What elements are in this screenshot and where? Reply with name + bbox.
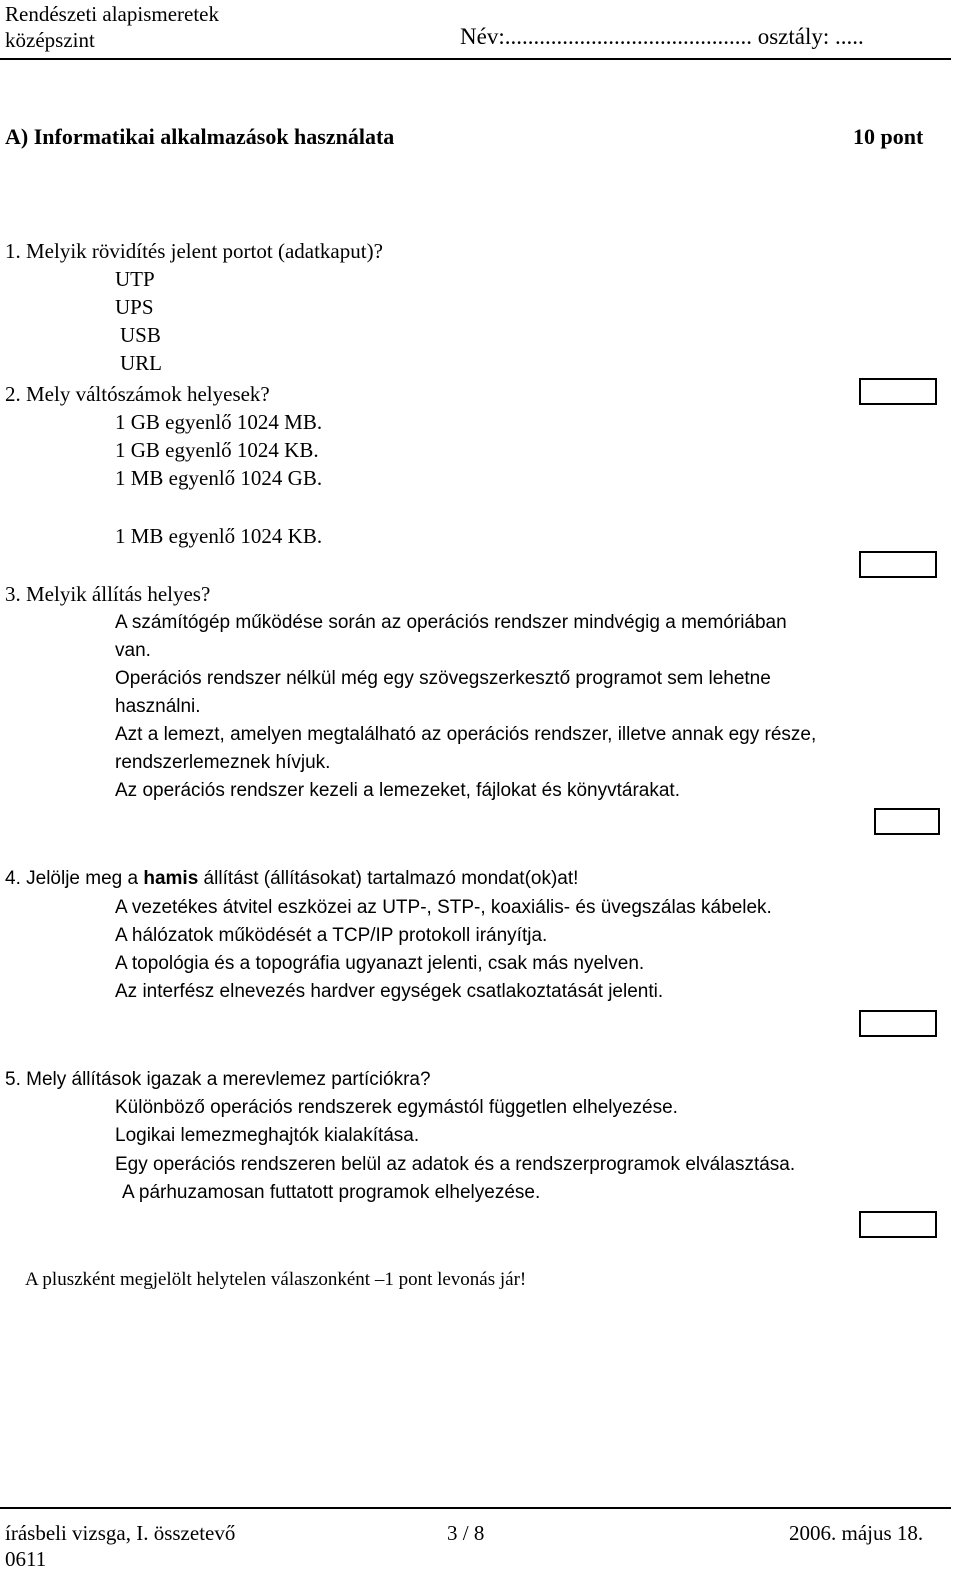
footer-code: 0611 [5,1547,47,1571]
q2-option: 1 GB egyenlő 1024 MB. [115,410,323,434]
q1-question: 1. Melyik rövidítés jelent portot (adatkaput)? [5,239,383,263]
q4-option: A vezetékes átvitel eszközei az UTP-, STP-, koaxiális- és üvegszálas kábelek. [115,897,772,918]
subject-level: középszint [5,28,95,52]
subject-title: Rendészeti alapismeretek [5,2,219,26]
q5-option: A párhuzamosan futtatott programok elhelyezése. [122,1182,541,1203]
q2-question: 2. Mely váltószámok helyesek? [5,382,270,406]
name-class-field: Név:........................................... osztály: ..... [460,24,864,49]
q3-option-line: Operációs rendszer nélkül még egy szövegszerkesztő programot sem lehetne [115,668,771,689]
q4-option: A hálózatok működését a TCP/IP protokoll irányítja. [115,925,548,946]
q4-question-post: állítást (állításokat) tartalmazó mondat(ok)at! [198,868,579,889]
q1-option: UPS [115,295,154,319]
q3-question: 3. Melyik állítás helyes? [5,582,211,606]
q4-option: A topológia és a topográfia ugyanazt jelenti, csak más nyelven. [115,953,645,974]
header-rule [0,58,951,60]
q2-option: 1 GB egyenlő 1024 KB. [115,438,319,462]
q3-option-line: Azt a lemezt, amelyen megtalálható az operációs rendszer, illetve annak egy része, [115,724,817,745]
q5-option: Egy operációs rendszeren belül az adatok és a rendszerprogramok elválasztása. [115,1154,796,1175]
q1-option: UTP [115,267,155,291]
q3-score-box[interactable] [874,808,940,835]
footer-page-number: 3 / 8 [447,1521,485,1545]
scoring-note: A pluszként megjelölt helytelen válaszonként –1 pont levonás jár! [25,1269,527,1290]
q4-option: Az interfész elnevezés hardver egységek csatlakoztatását jelenti. [115,981,664,1002]
q4-score-box[interactable] [859,1010,937,1037]
q1-option: URL [120,351,162,375]
q3-option-line: van. [115,640,151,661]
q4-question-pre: 4. Jelölje meg a [5,868,144,889]
footer-date: 2006. május 18. [789,1521,924,1545]
q3-option-line: A számítógép működése során az operációs rendszer mindvégig a memóriában [115,612,787,633]
q3-option-line: rendszerlemeznek hívjuk. [115,752,331,773]
q5-option: Logikai lemezmeghajtók kialakítása. [115,1125,420,1146]
q1-score-box[interactable] [859,378,937,405]
q3-option-line: használni. [115,696,201,717]
section-title: A) Informatikai alkalmazások használata [5,124,395,149]
footer-rule [0,1507,951,1509]
q1-option: USB [120,323,161,347]
q2-score-box[interactable] [859,551,937,578]
q5-question: 5. Mely állítások igazak a merevlemez partíciókra? [5,1069,431,1090]
q4-question-bold: hamis [143,868,199,889]
q3-option-line: Az operációs rendszer kezeli a lemezeket, fájlokat és könyvtárakat. [115,780,680,801]
q5-score-box[interactable] [859,1211,937,1238]
footer-exam-label: írásbeli vizsga, I. összetevő [5,1521,236,1545]
q2-option: 1 MB egyenlő 1024 GB. [115,466,323,490]
q4-question [5,868,578,890]
section-points: 10 pont [853,124,924,149]
q5-option: Különböző operációs rendszerek egymástól független elhelyezése. [115,1097,678,1118]
q2-option: 1 MB egyenlő 1024 KB. [115,524,323,548]
